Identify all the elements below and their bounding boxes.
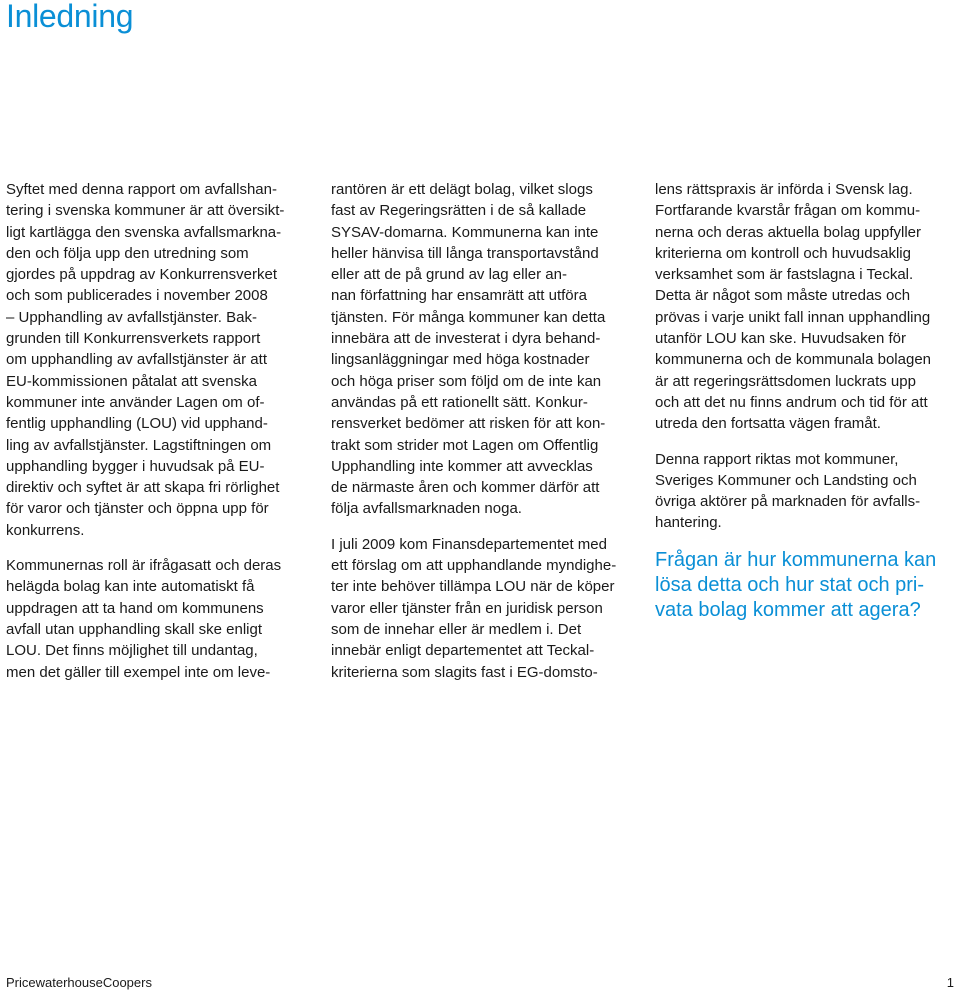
- page-title: Inledning: [6, 0, 134, 34]
- text-line: hantering.: [655, 514, 722, 532]
- text-line: nerna och deras aktuella bolag uppfyller: [655, 223, 922, 241]
- text-line: är att regeringsrättsdomen luckrats upp: [655, 372, 916, 390]
- text-line: Sveriges Kommuner och Landsting och: [655, 471, 917, 489]
- text-line: Kommunernas roll är ifrågasatt och deras: [6, 557, 282, 575]
- text-line: – Upphandling av avfallstjänster. Bak-: [6, 308, 257, 326]
- text-line: avfall utan upphandling skall ske enligt: [6, 620, 263, 638]
- paragraph: [331, 534, 636, 683]
- text-line: tering i svenska kommuner är att översikt-: [6, 202, 285, 220]
- text-column-3: [655, 179, 960, 623]
- paragraph: [655, 179, 960, 435]
- paragraph: [331, 179, 636, 520]
- text-line: fentlig upphandling (LOU) vid upphand-: [6, 415, 268, 433]
- text-line: Syftet med denna rapport om avfallshan-: [6, 181, 277, 198]
- page-number: 1: [946, 975, 954, 990]
- text-line: EU-kommissionen påtalat att svenska: [6, 372, 257, 390]
- pull-quote-line: vata bolag kommer att agera?: [655, 598, 921, 621]
- text-line: lens rättspraxis är införda i Svensk lag.: [655, 181, 913, 198]
- text-line: tjänsten. För många kommuner kan detta: [331, 308, 606, 326]
- text-line: användas på ett rationellt sätt. Konkur-: [331, 393, 588, 411]
- text-line: för varor och tjänster och öppna upp för: [6, 500, 269, 518]
- text-line: följa avfallsmarknaden noga.: [331, 500, 522, 518]
- text-line: den och följa upp den utredning som: [6, 244, 249, 262]
- text-line: nan författning har ensamrätt att utföra: [331, 287, 587, 305]
- paragraph: [6, 179, 306, 541]
- text-line: Denna rapport riktas mot kommuner,: [655, 450, 899, 468]
- text-line: uppdragen att ta hand om kommunens: [6, 599, 264, 617]
- text-line: helägda bolag kan inte automatiskt få: [6, 578, 255, 596]
- text-line: de närmaste åren och kommer därför att: [331, 479, 600, 497]
- text-line: trakt som strider mot Lagen om Offentlig: [331, 436, 599, 454]
- text-line: SYSAV-domarna. Kommunerna kan inte: [331, 223, 599, 241]
- text-line: utreda den fortsatta vägen framåt.: [655, 415, 881, 433]
- footer-company: PricewaterhouseCoopers: [6, 975, 152, 990]
- text-line: ligt kartlägga den svenska avfallsmarkna-: [6, 223, 282, 241]
- text-column-2: [331, 179, 636, 697]
- text-line: rantören är ett delägt bolag, vilket slogs: [331, 181, 593, 198]
- text-line: kriterierna om kontroll och huvudsaklig: [655, 244, 911, 262]
- paragraph: [655, 449, 960, 534]
- text-line: och att det nu finns andrum och tid för att: [655, 393, 928, 411]
- text-line: prövas i varje unikt fall innan upphandling: [655, 308, 931, 326]
- text-line: övriga aktörer på marknaden för avfalls-: [655, 493, 921, 511]
- text-line: gjordes på uppdrag av Konkurrensverket: [6, 266, 277, 284]
- text-line: lingsanläggningar med höga kostnader: [331, 351, 590, 369]
- text-line: verksamhet som är fastslagna i Teckal.: [655, 266, 914, 284]
- paragraph: [6, 555, 306, 683]
- text-line: rensverket bedömer att risken för att kon-: [331, 415, 606, 433]
- text-line: fast av Regeringsrätten i de så kallade: [331, 202, 587, 220]
- text-line: utanför LOU kan ske. Huvudsaken för: [655, 330, 906, 348]
- text-line: ett förslag om att upphandlande myndighe-: [331, 557, 617, 575]
- text-line: och höga priser som följd om de inte kan: [331, 372, 602, 390]
- text-line: Upphandling inte kommer att avvecklas: [331, 457, 593, 475]
- text-line: upphandling bygger i huvudsak på EU-: [6, 457, 265, 475]
- text-line: innebär enligt departementet att Teckal-: [331, 642, 595, 660]
- text-line: som de innehar eller är medlem i. Det: [331, 620, 582, 638]
- text-line: LOU. Det finns möjlighet till undantag,: [6, 642, 258, 660]
- text-line: ter inte behöver tillämpa LOU när de köper: [331, 578, 615, 596]
- text-line: kommunerna och de kommunala bolagen: [655, 351, 931, 369]
- text-line: heller hänvisa till långa transportavstånd: [331, 244, 599, 262]
- text-line: Fortfarande kvarstår frågan om kommu-: [655, 202, 921, 220]
- text-line: och som publicerades i november 2008: [6, 287, 268, 305]
- pull-quote: [655, 548, 960, 623]
- text-line: eller att de på grund av lag eller an-: [331, 266, 567, 284]
- text-line: grunden till Konkurrensverkets rapport: [6, 330, 261, 348]
- text-line: kommuner inte använder Lagen om of-: [6, 393, 265, 411]
- pull-quote-line: Frågan är hur kommunerna kan: [655, 548, 937, 571]
- text-line: ling av avfallstjänster. Lagstiftningen om: [6, 436, 272, 454]
- text-line: kriterierna som slagits fast i EG-domsto-: [331, 663, 598, 681]
- text-line: Detta är något som måste utredas och: [655, 287, 911, 305]
- text-line: om upphandling av avfallstjänster är att: [6, 351, 267, 369]
- text-line: I juli 2009 kom Finansdepartementet med: [331, 535, 607, 553]
- text-line: direktiv och syftet är att skapa fri rörlighet: [6, 479, 280, 497]
- text-line: innebära att de investerat i dyra behand-: [331, 330, 601, 348]
- text-line: varor eller tjänster från en juridisk person: [331, 599, 603, 617]
- text-column-1: [6, 179, 306, 697]
- pull-quote-line: lösa detta och hur stat och pri-: [655, 573, 925, 596]
- text-line: men det gäller till exempel inte om leve-: [6, 663, 271, 681]
- text-line: konkurrens.: [6, 521, 85, 539]
